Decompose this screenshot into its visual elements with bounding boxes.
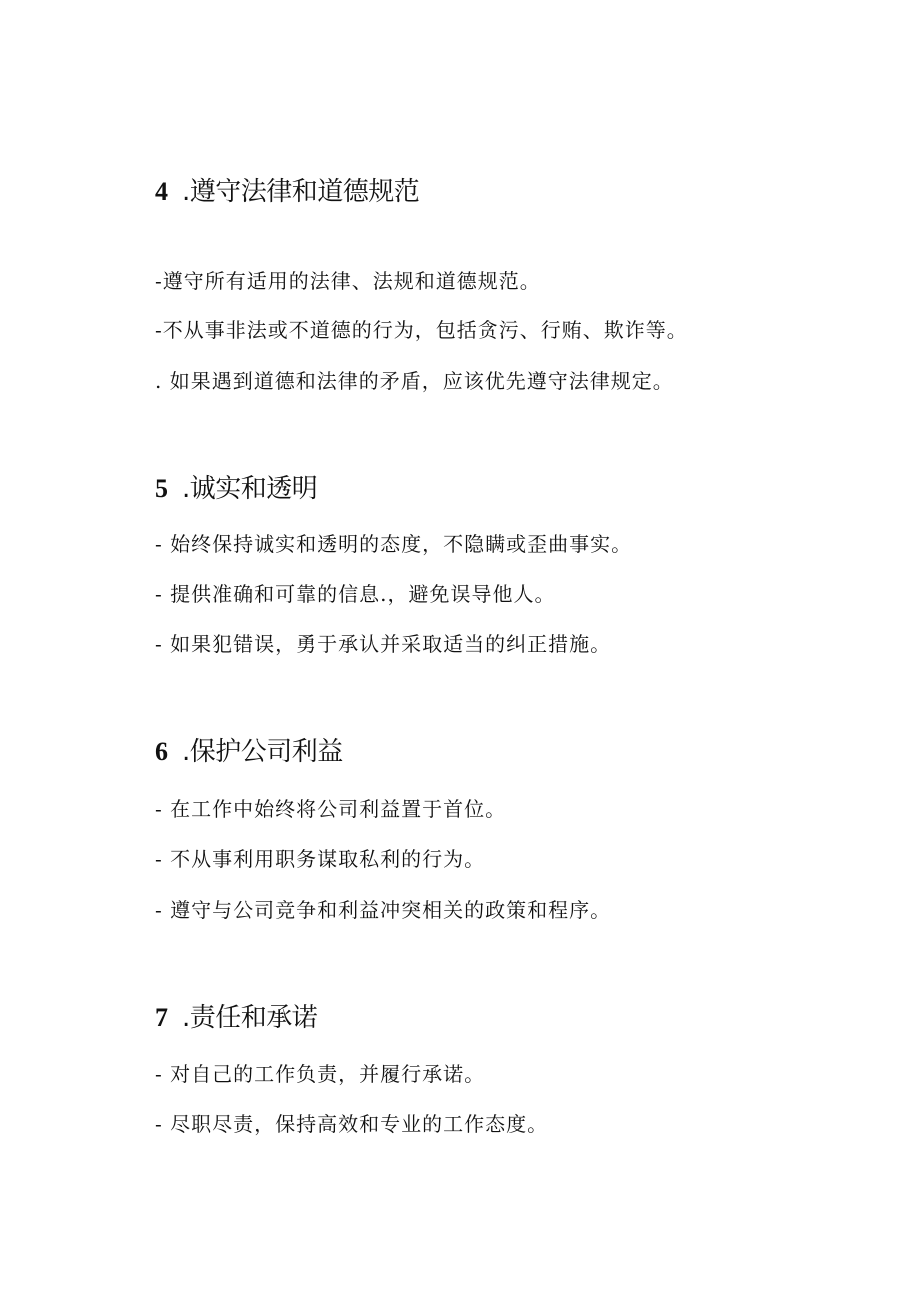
section-7 [155,997,855,1136]
section-title: .遵守法律和道德规范 [182,177,420,207]
list-item: . 如果遇到道德和法律的矛盾，应该优先遵守法律规定。 [155,369,674,393]
section-title: .责任和承诺 [182,1003,318,1033]
section-number: 6 [155,737,168,766]
list-item: - 尽职尽责，保持高效和专业的工作态度。 [155,1112,549,1136]
list-item: - 如果犯错误，勇于承认并采取适当的纠正措施。 [155,632,612,656]
list-item: - 始终保持诚实和透明的态度，不隐瞒或歪曲事实。 [155,532,633,556]
section-number: 4 [155,177,168,206]
list-item: - 遵守与公司竞争和利益冲突相关的政策和程序。 [155,898,612,922]
section-6 [155,731,855,922]
section-title: .保护公司利益 [182,737,343,767]
list-item: -不从事非法或不道德的行为，包括贪污、行贿、欺诈等。 [155,318,688,342]
section-5 [155,468,855,656]
list-item: - 对自己的工作负责，并履行承诺。 [155,1062,486,1086]
section-heading [155,171,855,215]
list-item: -遵守所有适用的法律、法规和道德规范。 [155,269,541,293]
section-number: 7 [155,1003,168,1032]
list-item: - 在工作中始终将公司利益置于首位。 [155,797,507,821]
section-heading [155,731,855,775]
list-item: - 提供准确和可靠的信息.，避免误导他人。 [155,582,556,606]
section-heading [155,997,855,1041]
section-heading [155,468,855,512]
list-item: - 不从事利用职务谋取私利的行为。 [155,847,486,871]
section-title: .诚实和透明 [182,474,318,504]
section-number: 5 [155,474,168,503]
section-4 [155,171,855,393]
